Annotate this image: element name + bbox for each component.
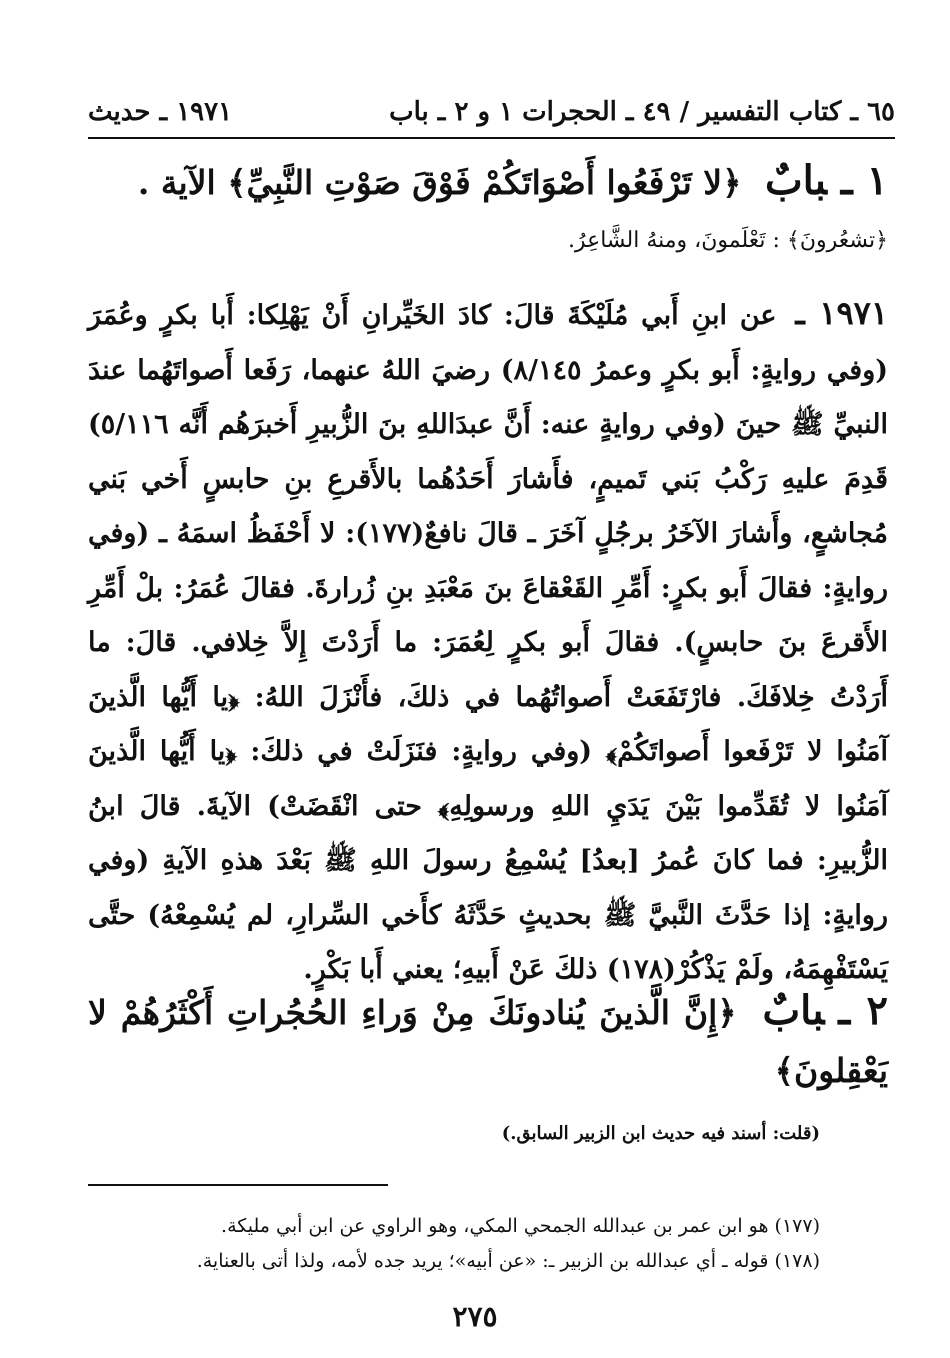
chapter-1-label: بابٌ xyxy=(764,157,827,204)
footnotes xyxy=(88,1209,820,1279)
header-rule xyxy=(88,137,895,139)
chapter-1-note: ﴿تشعُرونَ﴾ : تَعْلَمونَ، ومنهُ الشَّاعِرُ. xyxy=(567,228,888,253)
chapter-2-number: ٢ ـ xyxy=(838,987,888,1034)
chapter-1-number: ١ ـ xyxy=(840,157,888,204)
hadith-number: ١٩٧١ ـ xyxy=(795,294,889,332)
page-number: ٢٧٥ xyxy=(452,1300,498,1333)
footnote-178: (١٧٨) قوله ـ أي عبدالله بن الزبير ـ: «عن أبيه»؛ يريد جده لأمه، ولذا أتى بالعناية. xyxy=(196,1250,820,1272)
chapter-2-label: بابٌ xyxy=(762,987,825,1034)
chapter-1-heading xyxy=(88,152,888,212)
header-hadith-label: ١٩٧١ ـ حديث xyxy=(88,97,233,127)
footnote-rule xyxy=(88,1184,388,1186)
chapter-1-verse: ﴿لا تَرْفَعُوا أَصْوَاتَكُمْ فَوْقَ صَوْتِ النَّبِيِّ﴾ الآية . xyxy=(137,163,742,202)
header-title: ٦٥ ـ كتاب التفسير / ٤٩ ـ الحجرات ١ و ٢ ـ باب xyxy=(389,97,895,127)
running-header xyxy=(88,92,895,132)
footnote-177: (١٧٧) هو ابن عمر بن عبدالله الجمحي المكي، وهو الراوي عن ابن أبي مليكة. xyxy=(221,1215,820,1237)
chapter-2-verse: ﴿إِنَّ الَّذينَ يُنادونَكَ مِنْ وَراءِ الحُجُراتِ أَكْثَرُهُمْ لا يَعْقِلونَ﴾ xyxy=(88,993,888,1090)
chapter-2-heading xyxy=(88,982,888,1100)
chapter-2-comment: (قلت: أسند فيه حديث ابن الزبير السابق.) xyxy=(501,1123,820,1144)
hadith-body: عن ابنِ أَبي مُلَيْكَةَ قالَ: كادَ الخَيِّرانِ أَنْ يَهْلِكا: أَبا بكرٍ وعُمَرَ (وفي روايةٍ: أَبو بكرٍ وعمرُ ٨/١٤٥) رضيَ اللهُ عنهما، رَفَعا أَصواتَهُما عندَ النبيِّ ﷺ حينَ (وفي روايةٍ عنه: أَنَّ عبدَاللهِ بنَ الزُّبيرِ أَخبرَهُم أَنَّه ٥/١١٦) قَدِمَ عليهِ رَكْبُ بَني تَميمٍ، فأَشارَ أَحَدُهُما بالأَقرعِ بنِ حابسٍ أَخي بَني مُجاشعٍ، وأَشارَ الآخَرُ برجُلٍ آخَرَ ـ قالَ نافعٌ(١٧٧): لا أَحْفَظُ اسمَهُ ـ (وفي روايةٍ: فقالَ أَبو بكرٍ: أَمِّرِ القَعْقاعَ بنَ مَعْبَدِ بنِ زُرارةَ. فقالَ عُمَرُ: بلْ أَمِّرِ الأَقرعَ بنَ حابسٍ). فقالَ أَبو بكرٍ لِعُمَرَ: ما أَرَدْتَ إِلاَّ خِلافي. قالَ: ما أَرَدْتُ خِلافَكَ. فارْتَفَعَتْ أَصواتُهُما في ذلكَ، فأَنْزَلَ اللهُ: ﴿يا أَيُّها الَّذينَ آمَنُوا لا تَرْفَعوا أَصواتَكُمْ﴾ (وفي روايةٍ: فنَزَلَتْ في ذلكَ: ﴿يا أَيُّها الَّذينَ آمَنُوا لا تُقَدِّموا بَيْنَ يَدَيِ اللهِ ورسولِهِ﴾ حتى انْقَضَتْ) الآيةَ. قالَ ابنُ الزُّبيرِ: فما كانَ عُمرُ [بعدُ] يُسْمِعُ رسولَ اللهِ ﷺ بَعْدَ هذهِ الآيةِ (وفي روايةٍ: إذا حَدَّثَ النَّبيَّ ﷺ بحديثٍ حَدَّثَهُ كأَخي السِّرارِ، لم يُسْمِعْهُ) حتَّى يَسْتَفْهِمَهُ، ولَمْ يَذْكُرْ(١٧٨) ذلكَ عَنْ أَبيهِ؛ يعني أَبا بَكْرٍ. xyxy=(88,300,889,985)
hadith-text-block xyxy=(88,286,888,998)
